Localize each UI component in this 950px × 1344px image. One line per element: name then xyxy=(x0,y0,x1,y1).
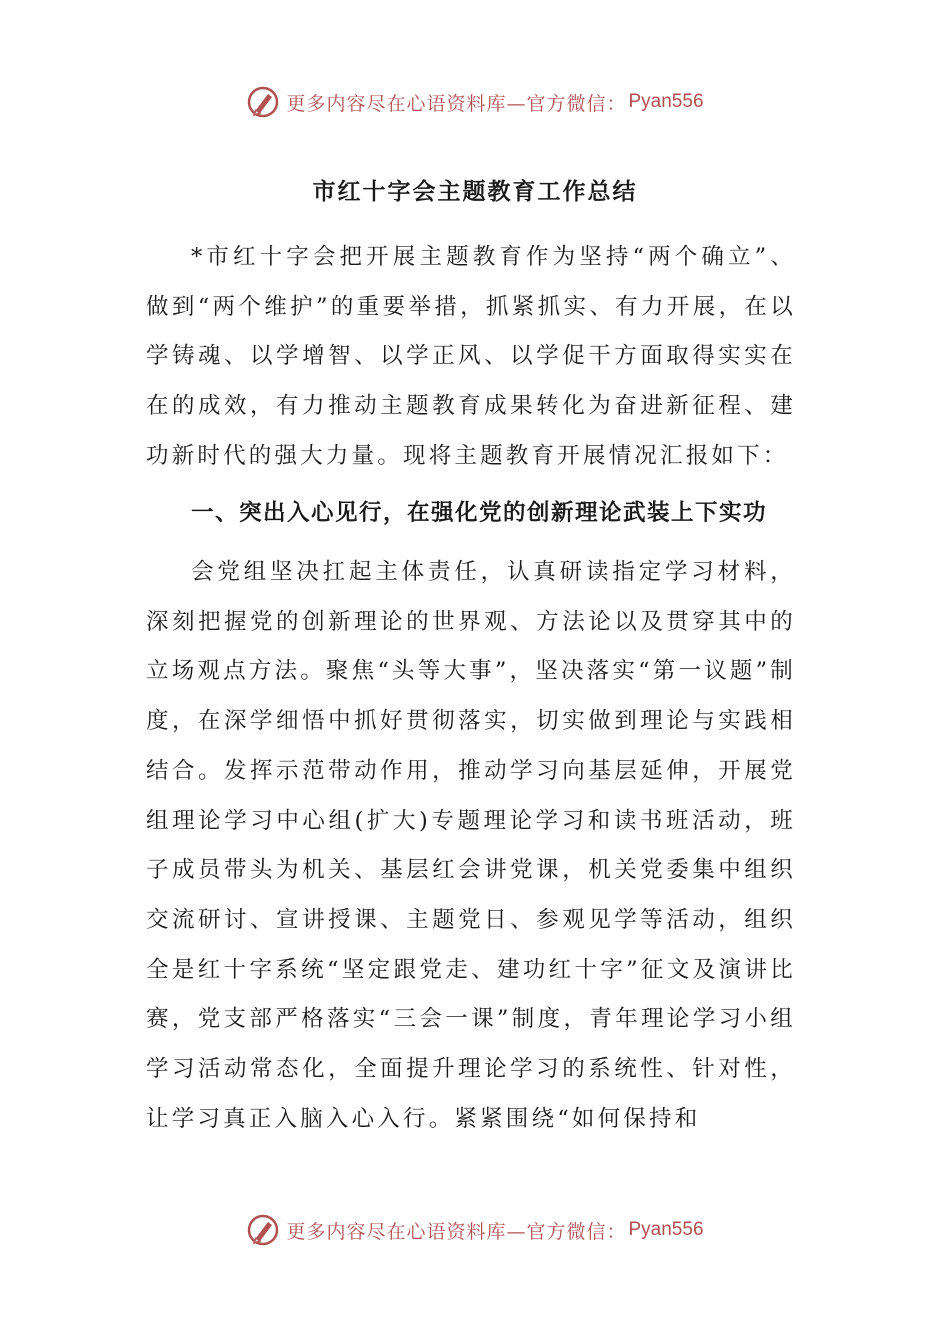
pen-logo-icon xyxy=(246,85,280,119)
watermark-text: 更多内容尽在心语资料库—官方微信： xyxy=(286,1220,627,1243)
watermark-wechat-id: Pyan556 xyxy=(628,1219,704,1240)
watermark-text: 更多内容尽在心语资料库—官方微信： xyxy=(286,92,627,115)
paragraph-section-1: 会党组坚决扛起主体责任，认真研读指定学习材料，深刻把握党的创新理论的世界观、方法论以及贯穿其中的立场观点方法。聚焦“头等大事”，坚决落实“第一议题”制度，在深学细悟中抓好贯彻落实，切实做到理论与实践相结合。发挥示范带动作用，推动学习向基层延伸，开展党组理论学习中心组(扩大)专题理论学习和读书班活动，班子成员带头为机关、基层红会讲党课，机关党委集中组织交流研讨、宣讲授课、主题党日、参观见学等活动，组织全是红十字系统“坚定跟党走、建功红十字”征文及演讲比赛，党支部严格落实“三会一课”制度，青年理论学习小组学习活动常态化，全面提升理论学习的系统性、针对性，让学习真正入脑入心入行。紧紧围绕“如何保持和 xyxy=(146,559,796,1132)
pen-logo-icon xyxy=(246,1213,280,1247)
watermark-footer xyxy=(0,1210,950,1250)
paragraph-intro: *市红十字会把开展主题教育作为坚持“两个确立”、做到“两个维护”的重要举措，抓紧抓实、有力开展，在以学铸魂、以学增智、以学正风、以学促干方面取得实实在在的成效，有力推动主题教育成果转化为奋进新征程、建功新时代的强大力量。现将主题教育开展情况汇报如下： xyxy=(146,244,796,469)
section-heading-1: 一、突出入心见行，在强化党的创新理论武装上下实功 xyxy=(191,500,768,526)
watermark-header xyxy=(0,82,950,122)
document-title: 市红十字会主题教育工作总结 xyxy=(312,178,638,205)
watermark-wechat-id: Pyan556 xyxy=(628,91,704,112)
